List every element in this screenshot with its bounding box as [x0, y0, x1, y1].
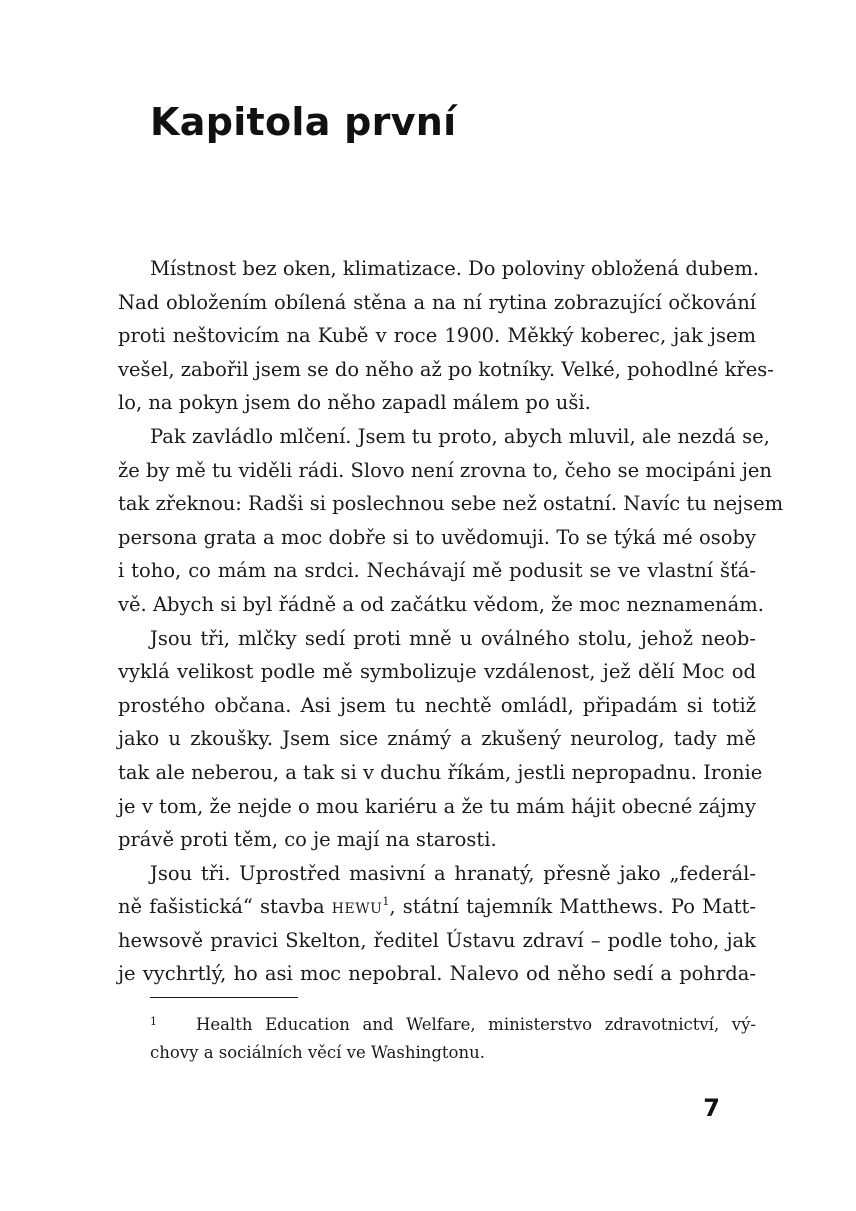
footnote-reference: 1	[382, 895, 390, 909]
acronym-hewu: hewu	[331, 895, 383, 919]
page-number: 7	[703, 1094, 720, 1122]
footnote	[150, 1011, 756, 1067]
body-line: tak zřeknou: Radši si poslechnou sebe než ostatní. Navíc tu nejsem	[118, 492, 784, 516]
footnote-text	[150, 1011, 756, 1067]
body-line: jako u zkoušky. Jsem sice známý a zkušený neurolog, tady mě	[118, 727, 756, 751]
body-line: Jsou tři, mlčky sedí proti mně u oválného stolu, jehož neob-	[150, 626, 756, 650]
body-line: Pak zavládlo mlčení. Jsem tu proto, abych mluvil, ale nezdá se,	[150, 424, 770, 448]
body-line: hewsově pravici Skelton, ředitel Ústavu zdraví – podle toho, jak	[118, 928, 756, 952]
body-line: i toho, co mám na srdci. Nechávají mě podusit se ve vlastní šťá-	[118, 559, 756, 583]
body-line: Jsou tři. Uprostřed masivní a hranatý, přesně jako „federál-	[150, 861, 756, 885]
body-line: prostého občana. Asi jsem tu nechtě omládl, připadám si totiž	[118, 693, 756, 717]
body-line-with-footnote-ref	[118, 890, 756, 924]
body-line-part: , státní tajemník Matthews. Po Matt-	[389, 895, 756, 919]
body-line: Nad obložením obílená stěna a na ní rytina zobrazující očkování	[118, 290, 756, 314]
body-line: Místnost bez oken, klimatizace. Do poloviny obložená dubem.	[150, 257, 760, 280]
body-line: vě. Abych si byl řádně a od začátku vědom, že moc neznamenám.	[118, 592, 764, 616]
body-line: persona grata a moc dobře si to uvědomuji. To se týká mé osoby	[118, 525, 756, 549]
body-line: že by mě tu viděli rádi. Slovo není zrovna to, čeho se mocipáni jen	[118, 458, 772, 482]
footnote-line: chovy a sociálních věcí ve Washingtonu.	[150, 1043, 485, 1062]
footnote-divider	[150, 997, 298, 998]
body-line-part: ně fašistická“ stavba	[118, 895, 332, 919]
body-text	[118, 252, 784, 991]
footnote-marker: 1	[150, 1015, 157, 1028]
body-line: vyklá velikost podle mě symbolizuje vzdálenost, jež dělí Moc od	[118, 660, 756, 684]
body-line: vešel, zabořil jsem se do něho až po kotníky. Velké, pohodlné křes-	[118, 357, 774, 381]
body-line: tak ale neberou, a tak si v duchu říkám, jestli nepropadnu. Ironie	[118, 760, 763, 784]
body-line: proti neštovicím na Kubě v roce 1900. Měkký koberec, jak jsem	[118, 324, 756, 348]
footnote-line: Health Education and Welfare, ministerstvo zdravotnictví, vý-	[196, 1015, 756, 1034]
body-line: je vychrtlý, ho asi moc nepobral. Nalevo od něho sedí a pohrda-	[118, 962, 756, 986]
body-line: lo, na pokyn jsem do něho zapadl málem po uši.	[118, 391, 591, 415]
body-line: právě proti těm, co je mají na starosti.	[118, 828, 497, 852]
chapter-title: Kapitola první	[150, 100, 457, 144]
body-line: je v tom, že nejde o mou kariéru a že tu mám hájit obecné zájmy	[118, 794, 756, 818]
